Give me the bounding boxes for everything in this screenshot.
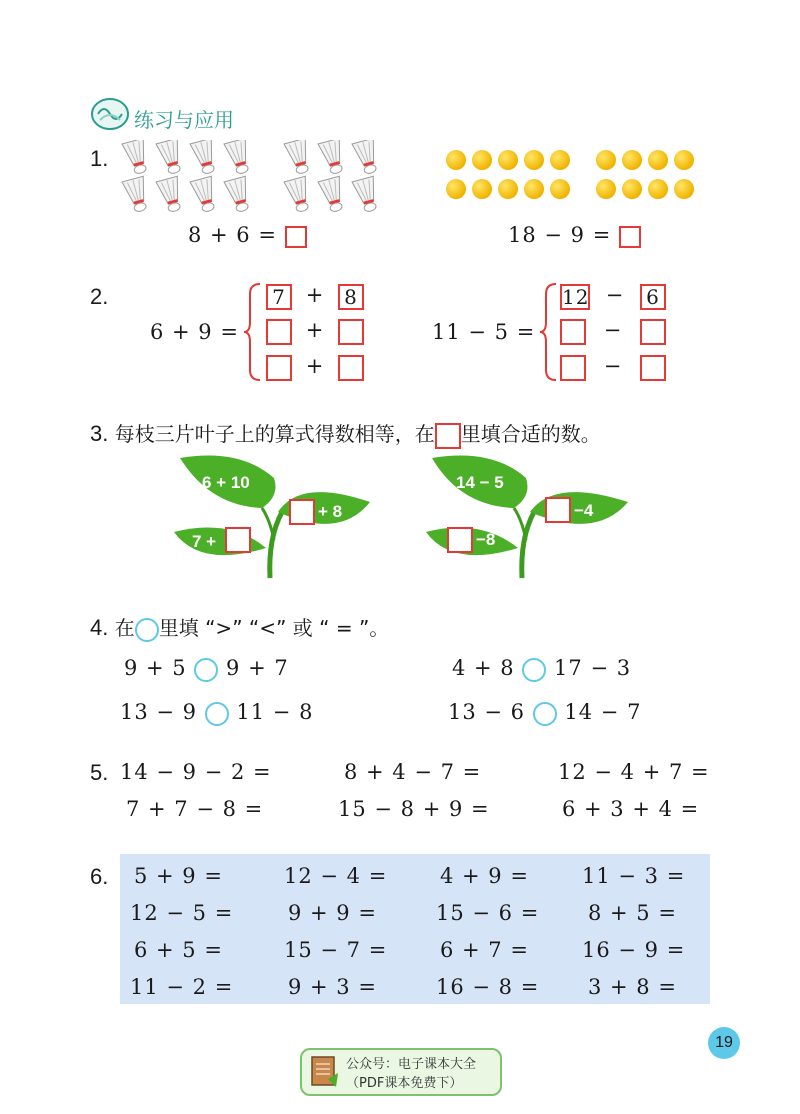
leaf2-right-text: −4 <box>574 501 594 520</box>
footer-line1: 公众号：电子课本大全 <box>346 1057 477 1072</box>
compare-circle[interactable] <box>194 658 218 682</box>
leaf1-right-text: + 8 <box>318 502 343 521</box>
answer-box[interactable] <box>290 500 314 524</box>
answer-box[interactable] <box>619 226 641 248</box>
q5-item: 8 + 4 − 7 = <box>344 760 482 784</box>
q1-label: 1. <box>90 146 109 171</box>
q4-label: 4. <box>90 615 109 640</box>
q6-item: 4 + 9 = <box>440 864 529 888</box>
operator: + <box>305 283 325 307</box>
q6-item: 16 − 8 = <box>436 975 540 999</box>
answer-box[interactable] <box>448 528 472 552</box>
q1-left-expr: 8 + 6 = <box>188 223 277 247</box>
answer-box[interactable]: 6 <box>640 284 666 310</box>
leaf-branch-2 <box>420 448 640 580</box>
q5-item: 7 + 7 − 8 = <box>126 797 264 821</box>
balls-image <box>446 150 700 199</box>
q4-text-after: 里填 “>” “<” 或 “ = ”。 <box>158 616 390 640</box>
compare-circle[interactable] <box>205 702 229 726</box>
q6-item: 3 + 8 = <box>588 975 677 999</box>
answer-box[interactable] <box>546 498 570 522</box>
leaf-branch-1 <box>170 448 380 580</box>
practice-logo-icon <box>90 96 130 132</box>
answer-box[interactable] <box>338 319 364 345</box>
operator: + <box>305 318 325 342</box>
q4-item-4 <box>448 700 641 726</box>
footer-banner <box>300 1048 502 1096</box>
operator: + <box>305 354 325 378</box>
left-brace-icon <box>244 282 262 382</box>
q1-right-expr: 18 − 9 = <box>508 223 612 247</box>
answer-box[interactable]: 8 <box>338 284 364 310</box>
q6-item: 9 + 3 = <box>288 975 377 999</box>
leaf2-top-text: 14 − 5 <box>456 473 504 492</box>
q2-right-row-3 <box>560 354 666 381</box>
example-box-icon <box>435 423 461 449</box>
answer-box[interactable] <box>640 319 666 345</box>
leaf2-left-text: −8 <box>476 530 496 549</box>
q5-item: 15 − 8 + 9 = <box>338 797 490 821</box>
answer-box[interactable] <box>338 355 364 381</box>
operator: − <box>603 318 623 342</box>
q6-item: 12 − 4 = <box>284 864 388 888</box>
q6-item: 11 − 3 = <box>582 864 686 888</box>
q4-item-3 <box>120 700 313 726</box>
q1-right-equation <box>508 223 641 248</box>
answer-box[interactable]: 12 <box>562 284 590 309</box>
q4-item-1 <box>124 656 289 682</box>
q3-instruction <box>90 418 601 449</box>
right-brace-icon <box>540 282 558 382</box>
operator: − <box>605 283 625 307</box>
example-circle-icon <box>135 618 159 642</box>
q4-text-before: 在 <box>114 616 135 640</box>
q4-right: 14 − 7 <box>564 700 642 724</box>
q6-item: 15 − 6 = <box>436 901 540 925</box>
q4-left: 4 + 8 <box>452 656 515 680</box>
q4-item-2 <box>452 656 631 682</box>
q4-left: 13 − 6 <box>448 700 526 724</box>
q3-text-before: 每枝三片叶子上的算式得数相等，在 <box>114 422 435 446</box>
q2-left-row-1 <box>266 283 364 310</box>
q2-right-lhs: 11 − 5 = <box>432 320 536 344</box>
q2-left-row-3 <box>266 354 364 381</box>
q6-item: 15 − 7 = <box>284 938 388 962</box>
answer-box[interactable] <box>560 355 586 381</box>
q4-right: 9 + 7 <box>226 656 289 680</box>
q3-label: 3. <box>90 421 109 446</box>
q6-item: 8 + 5 = <box>588 901 677 925</box>
q2-right-row-2 <box>560 318 666 345</box>
q4-right: 11 − 8 <box>236 700 314 724</box>
q6-item: 11 − 2 = <box>130 975 234 999</box>
answer-box[interactable] <box>226 528 250 552</box>
page-number: 19 <box>708 1027 740 1059</box>
compare-circle[interactable] <box>533 702 557 726</box>
q4-left: 13 − 9 <box>120 700 198 724</box>
q6-label: 6. <box>90 864 109 889</box>
shuttlecock-image <box>118 140 388 218</box>
compare-circle[interactable] <box>522 658 546 682</box>
q6-item: 6 + 5 = <box>134 938 223 962</box>
leaf1-left-text: 7 + <box>192 532 217 551</box>
q2-right-row-1 <box>560 283 666 310</box>
q6-item: 6 + 7 = <box>440 938 529 962</box>
answer-box[interactable] <box>266 355 292 381</box>
answer-box[interactable] <box>285 226 307 248</box>
q5-item: 14 − 9 − 2 = <box>120 760 272 784</box>
answer-box[interactable] <box>640 355 666 381</box>
q4-instruction <box>90 612 389 642</box>
q5-item: 6 + 3 + 4 = <box>562 797 700 821</box>
answer-box[interactable]: 7 <box>266 284 292 310</box>
leaf1-top-text: 6 + 10 <box>202 473 250 492</box>
footer-line2: （PDF课本免费下） <box>346 1076 463 1091</box>
q6-item: 16 − 9 = <box>582 938 686 962</box>
operator: − <box>603 354 623 378</box>
q6-item: 5 + 9 = <box>134 864 223 888</box>
q6-item: 12 − 5 = <box>130 901 234 925</box>
q4-right: 17 − 3 <box>554 656 632 680</box>
answer-box[interactable] <box>266 319 292 345</box>
book-icon <box>310 1055 340 1089</box>
q6-item: 9 + 9 = <box>288 901 377 925</box>
q5-label: 5. <box>90 760 109 785</box>
section-title: 练习与应用 <box>134 108 234 132</box>
q5-item: 12 − 4 + 7 = <box>558 760 710 784</box>
q3-text-after: 里填合适的数。 <box>460 422 601 446</box>
q2-label: 2. <box>90 284 109 309</box>
q4-left: 9 + 5 <box>124 656 187 680</box>
q2-left-row-2 <box>266 318 364 345</box>
q1-left-equation <box>188 223 307 248</box>
answer-box[interactable] <box>560 319 586 345</box>
q2-left-lhs: 6 + 9 = <box>150 320 239 344</box>
